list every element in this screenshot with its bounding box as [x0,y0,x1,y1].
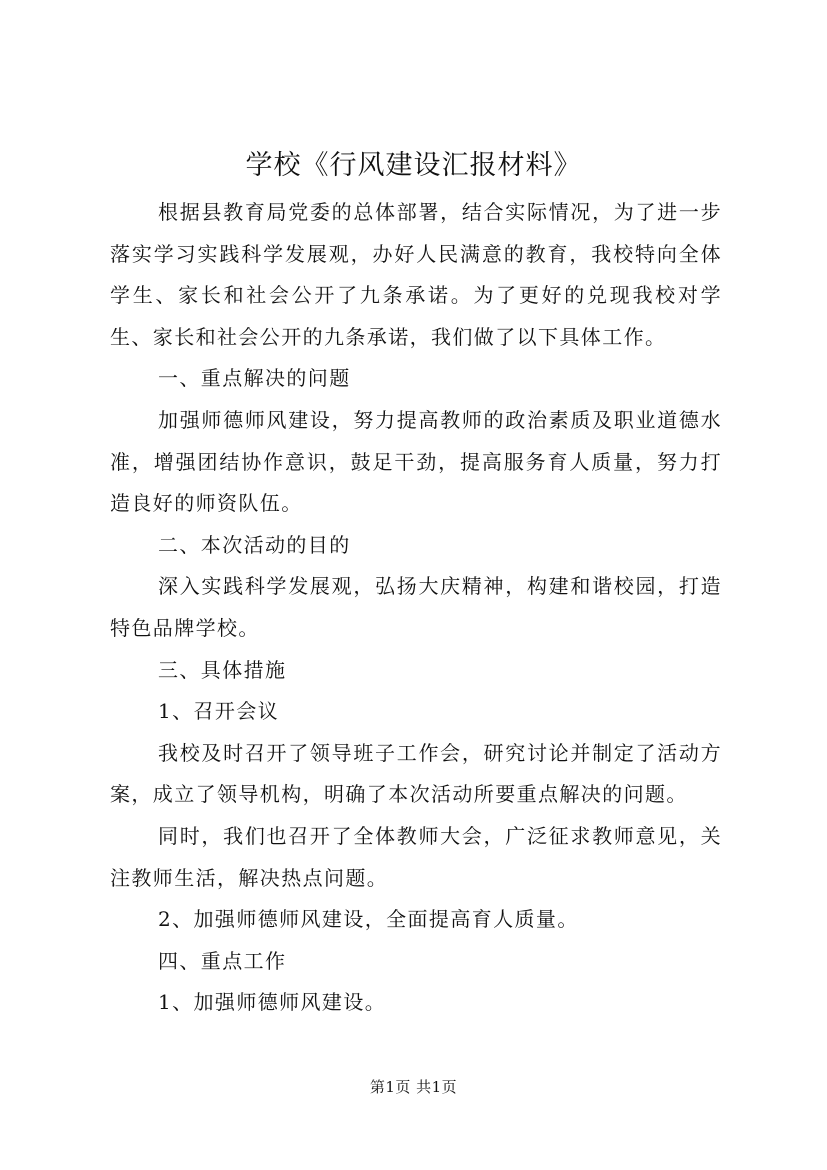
paragraph-problems: 加强师德师风建设，努力提高教师的政治素质及职业道德水准，增强团结协作意识，鼓足干劲，提高服务育人质量，努力打造良好的师资队伍。 [110,407,722,516]
paragraph-intro: 根据县教育局党委的总体部署，结合实际情况，为了进一步落实学习实践科学发展观，办好人民满意的教育，我校特向全体学生、家长和社会公开了九条承诺。为了更好的兑现我校对学生、家长和社会公开的九条承诺，我们做了以下具体工作。 [110,200,722,349]
section-heading-4: 四、重点工作 [158,948,287,973]
page-footer: 第1页 共1页 [369,1078,458,1096]
document-body [110,192,722,1024]
subheading-ethics: 2、加强师德师风建设，全面提高育人质量。 [158,907,579,932]
paragraph-teacher-meeting: 同时，我们也召开了全体教师大会，广泛征求教师意见，关注教师生活，解决热点问题。 [110,823,722,890]
document-title: 学校《行风建设汇报材料》 [245,150,582,181]
subheading-meeting: 1、召开会议 [158,699,280,724]
section-heading-2: 二、本次活动的目的 [158,532,351,557]
section-heading-3: 三、具体措施 [158,657,287,682]
section-heading-1: 一、重点解决的问题 [158,366,351,391]
subheading-key-work-1: 1、加强师德师风建设。 [158,990,387,1015]
paragraph-purpose: 深入实践科学发展观，弘扬大庆精神，构建和谐校园，打造特色品牌学校。 [110,574,722,640]
paragraph-meeting: 我校及时召开了领导班子工作会，研究讨论并制定了活动方案，成立了领导机构，明确了本次活动所要重点解决的问题。 [110,740,722,807]
